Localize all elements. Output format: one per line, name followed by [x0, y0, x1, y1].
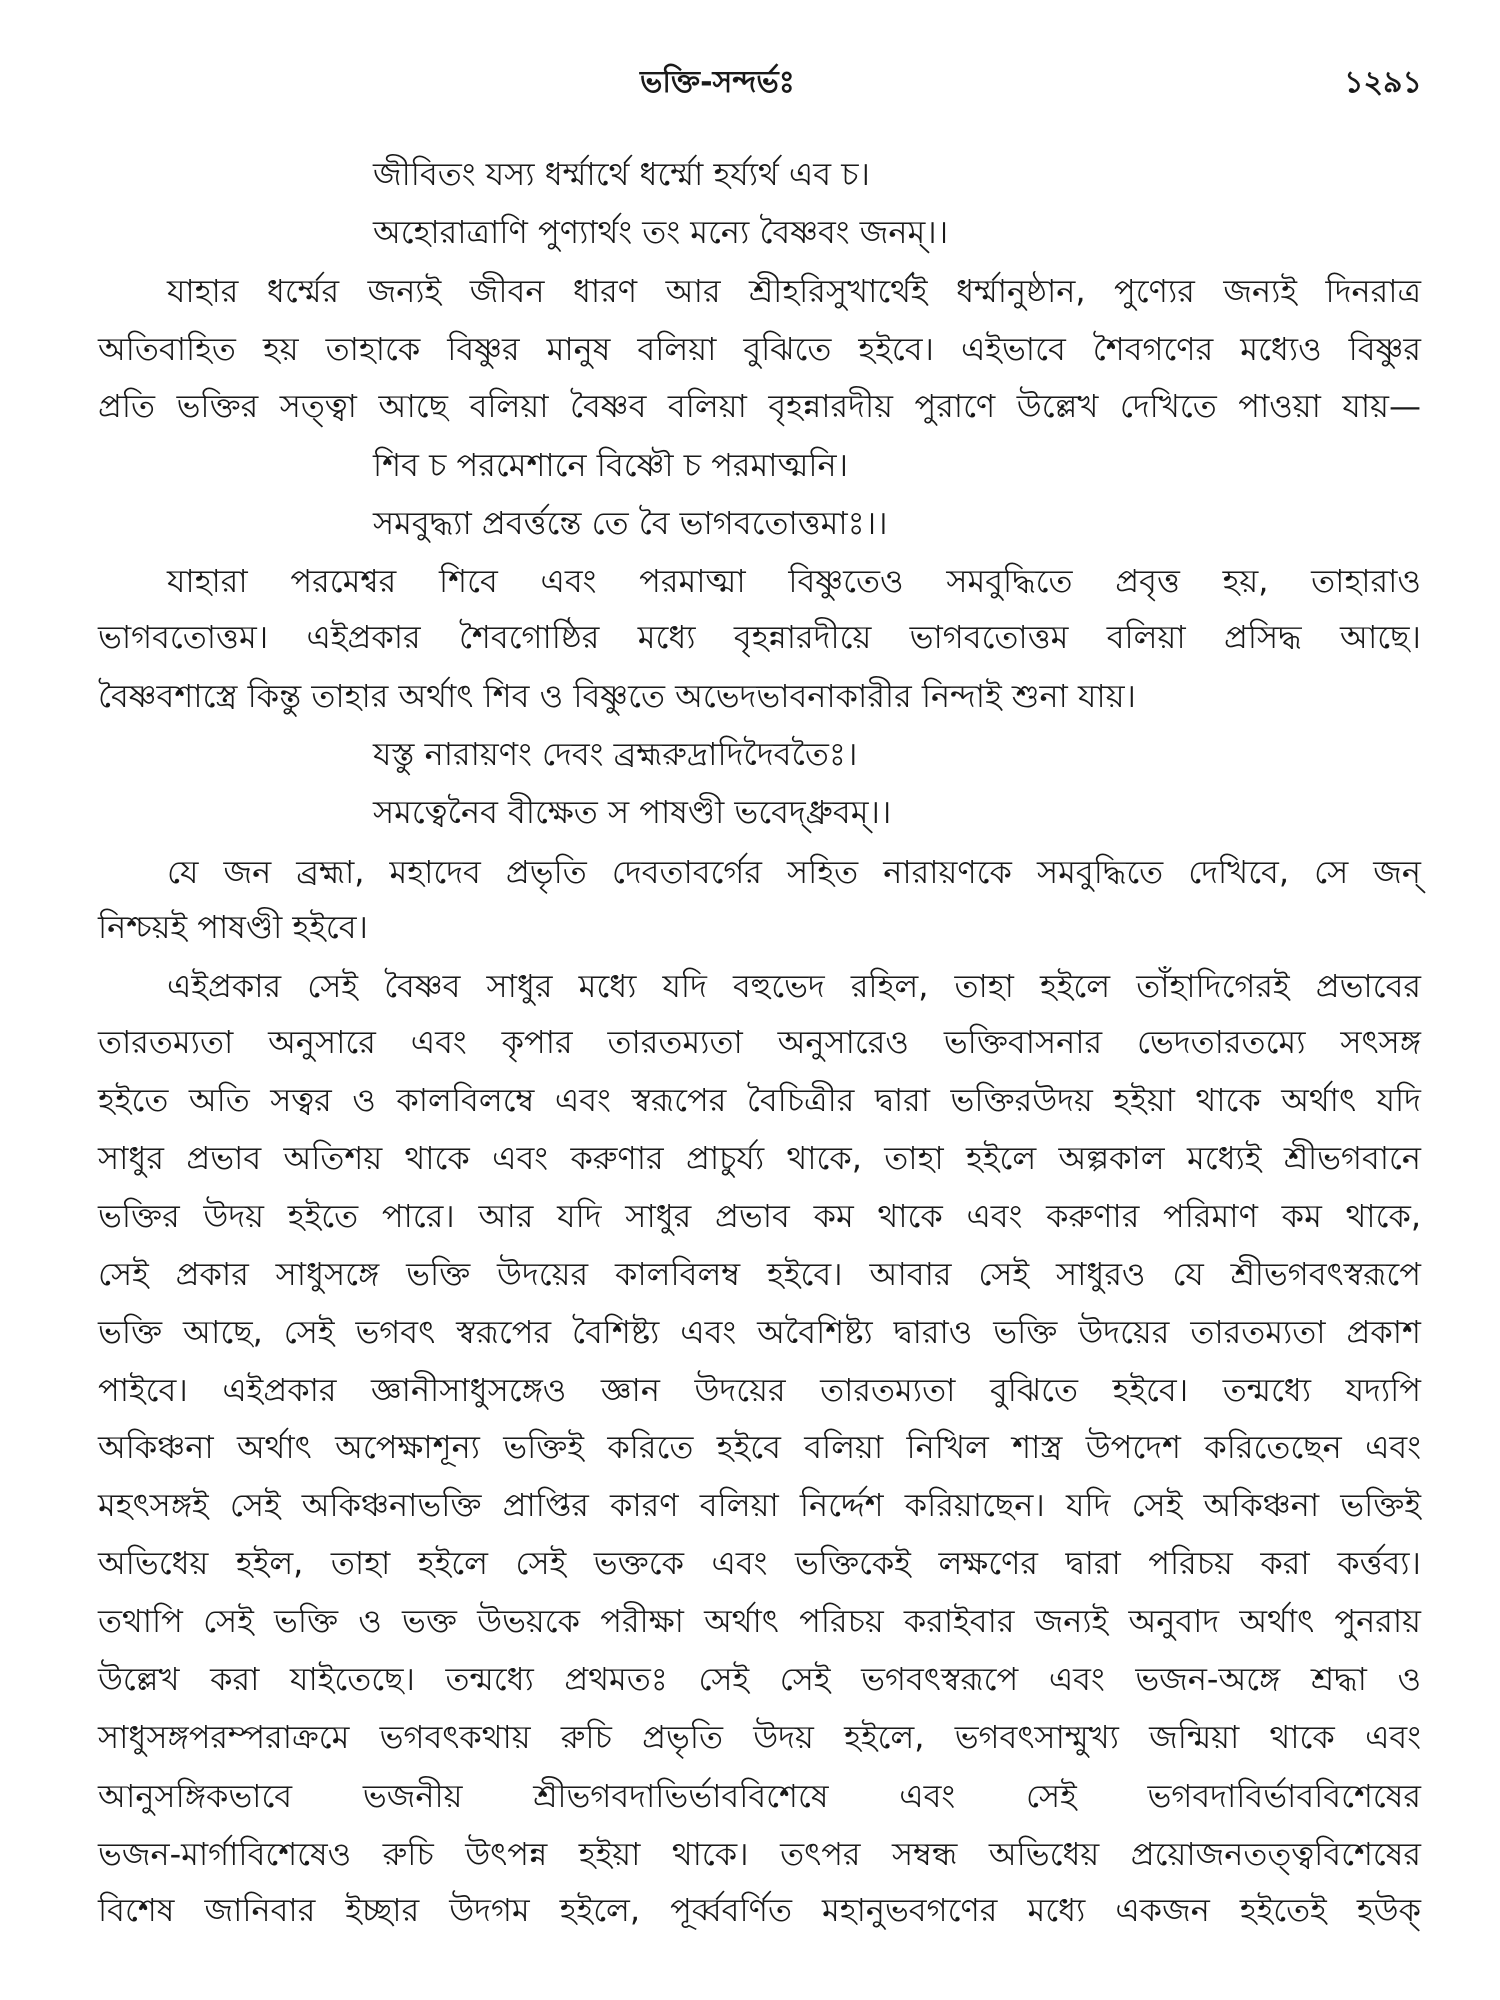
paragraph-line: মহৎসঙ্গই সেই অকিঞ্চনাভক্তি প্রাপ্তির কারণ বলিয়া নির্দ্দেশ করিয়াছেন। যদি সেই অকিঞ্চনা ভক্তিই [98, 1486, 1421, 1524]
paragraph-line: বৈষ্ণবশাস্ত্রে কিন্তু তাহার অর্থাৎ শিব ও বিষ্ণুতে অভেদভাবনাকারীর নিন্দাই শুনা যায়। [98, 677, 1136, 715]
paragraph-line: অকিঞ্চনা অর্থাৎ অপেক্ষাশূন্য ভক্তিই করিতে হইবে বলিয়া নিখিল শাস্ত্র উপদেশ করিতেছেন এবং [98, 1428, 1421, 1466]
paragraph-line: অভিধেয় হইল, তাহা হইলে সেই ভক্তকে এবং ভক্তিকেই লক্ষণের দ্বারা পরিচয় করা কর্ত্তব্য। [98, 1544, 1421, 1582]
verse-line: জীবিতং যস্য ধর্ম্মার্থে ধর্ম্মো হর্য্যর্থ এব চ। [373, 155, 870, 193]
verse-line: সমবুদ্ধ্যা প্রবর্ত্তন্তে তে বৈ ভাগবতোত্তমাঃ।। [373, 504, 888, 542]
paragraph-line: উল্লেখ করা যাইতেছে। তন্মধ্যে প্রথমতঃ সেই সেই ভগবৎস্বরূপে এবং ভজন-অঙ্গে শ্রদ্ধা ও [98, 1660, 1421, 1698]
paragraph-line: অতিবাহিত হয় তাহাকে বিষ্ণুর মানুষ বলিয়া বুঝিতে হইবে। এইভাবে শৈবগণের মধ্যেও বিষ্ণুর [98, 330, 1421, 368]
paragraph-line: এইপ্রকার সেই বৈষ্ণব সাধুর মধ্যে যদি বহুভেদ রহিল, তাহা হইলে তাঁহাদিগেরই প্রভাবের [167, 967, 1421, 1005]
paragraph-line: যাহার ধর্ম্মের জন্যই জীবন ধারণ আর শ্রীহরিসুখার্থেই ধর্ম্মানুষ্ঠান, পুণ্যের জন্যই দিনরাত্র [167, 272, 1421, 310]
paragraph-line: সেই প্রকার সাধুসঙ্গে ভক্তি উদয়ের কালবিলম্ব হইবে। আবার সেই সাধুরও যে শ্রীভগবৎস্বরূপে [98, 1255, 1421, 1293]
paragraph-line: আনুসঙ্গিকভাবে ভজনীয় শ্রীভগবদাভির্ভাববিশেষে এবং সেই ভগবদাবির্ভাববিশেষের [98, 1777, 1421, 1815]
paragraph-line: বিশেষ জানিবার ইচ্ছার উদগম হইলে, পূর্ব্ববর্ণিত মহানুভবগণের মধ্যে একজন হইতেই হউক্ [98, 1891, 1421, 1929]
paragraph-line: ভাগবতোত্তম। এইপ্রকার শৈবগোষ্ঠির মধ্যে বৃহন্নারদীয়ে ভাগবতোত্তম বলিয়া প্রসিদ্ধ আছে। [98, 618, 1421, 656]
paragraph-line: প্রতি ভক্তির সত্ত্বা আছে বলিয়া বৈষ্ণব বলিয়া বৃহন্নারদীয় পুরাণে উল্লেখ দেখিতে পাওয়া যায়— [98, 387, 1421, 425]
paragraph-line: তথাপি সেই ভক্তি ও ভক্ত উভয়কে পরীক্ষা অর্থাৎ পরিচয় করাইবার জন্যই অনুবাদ অর্থাৎ পুনরায় [98, 1602, 1421, 1640]
running-header-title: ভক্তি-সন্দর্ভঃ [640, 65, 795, 100]
verse-line: সমত্বেনৈব বীক্ষেত স পাষণ্ডী ভবেদ্ধ্রুবম্।। [373, 793, 892, 831]
paragraph-line: সাধুসঙ্গপরম্পরাক্রমে ভগবৎকথায় রুচি প্রভৃতি উদয় হইলে, ভগবৎসাম্মুখ্য জন্মিয়া থাকে এবং [98, 1718, 1421, 1756]
verse-line: অহোরাত্রাণি পুণ্যার্থং তং মন্যে বৈষ্ণবং জনম্।। [373, 213, 949, 251]
paragraph-line: ভজন-মার্গাবিশেষেও রুচি উৎপন্ন হইয়া থাকে। তৎপর সম্বন্ধ অভিধেয় প্রয়োজনতত্ত্ববিশেষের [98, 1835, 1421, 1873]
verse-line: যস্তু নারায়ণং দেবং ব্রহ্মরুদ্রাদিদৈবতৈঃ। [373, 735, 858, 773]
page-number: ১২৯১ [1344, 65, 1422, 100]
paragraph-line: হইতে অতি সত্বর ও কালবিলম্বে এবং স্বরূপের বৈচিত্রীর দ্বারা ভক্তিরউদয় হইয়া থাকে অর্থাৎ যদি [98, 1081, 1421, 1119]
paragraph-line: নিশ্চয়ই পাষণ্ডী হইবে। [98, 908, 368, 946]
paragraph-line: ভক্তির উদয় হইতে পারে। আর যদি সাধুর প্রভাব কম থাকে এবং করুণার পরিমাণ কম থাকে, [98, 1197, 1421, 1235]
verse-line: শিব চ পরমেশানে বিষ্ণৌ চ পরমাত্মনি। [373, 446, 849, 484]
paragraph-line: ভক্তি আছে, সেই ভগবৎ স্বরূপের বৈশিষ্ট্য এবং অবৈশিষ্ট্য দ্বারাও ভক্তি উদয়ের তারতম্যতা প্রকাশ [98, 1313, 1421, 1351]
paragraph-line: সাধুর প্রভাব অতিশয় থাকে এবং করুণার প্রাচুর্য্য থাকে, তাহা হইলে অল্পকাল মধ্যেই শ্রীভগবানে [98, 1139, 1421, 1177]
paragraph-line: যাহারা পরমেশ্বর শিবে এবং পরমাত্মা বিষ্ণুতেও সমবুদ্ধিতে প্রবৃত্ত হয়, তাহারাও [167, 562, 1421, 600]
paragraph-line: পাইবে। এইপ্রকার জ্ঞানীসাধুসঙ্গেও জ্ঞান উদয়ের তারতম্যতা বুঝিতে হইবে। তন্মধ্যে যদ্যপি [98, 1371, 1421, 1409]
paragraph-line: যে জন ব্রহ্মা, মহাদেব প্রভৃতি দেবতাবর্গের সহিত নারায়ণকে সমবুদ্ধিতে দেখিবে, সে জন্ [167, 853, 1421, 891]
paragraph-line: তারতম্যতা অনুসারে এবং কৃপার তারতম্যতা অনুসারেও ভক্তিবাসনার ভেদতারতম্যে সৎসঙ্গ [98, 1023, 1421, 1061]
